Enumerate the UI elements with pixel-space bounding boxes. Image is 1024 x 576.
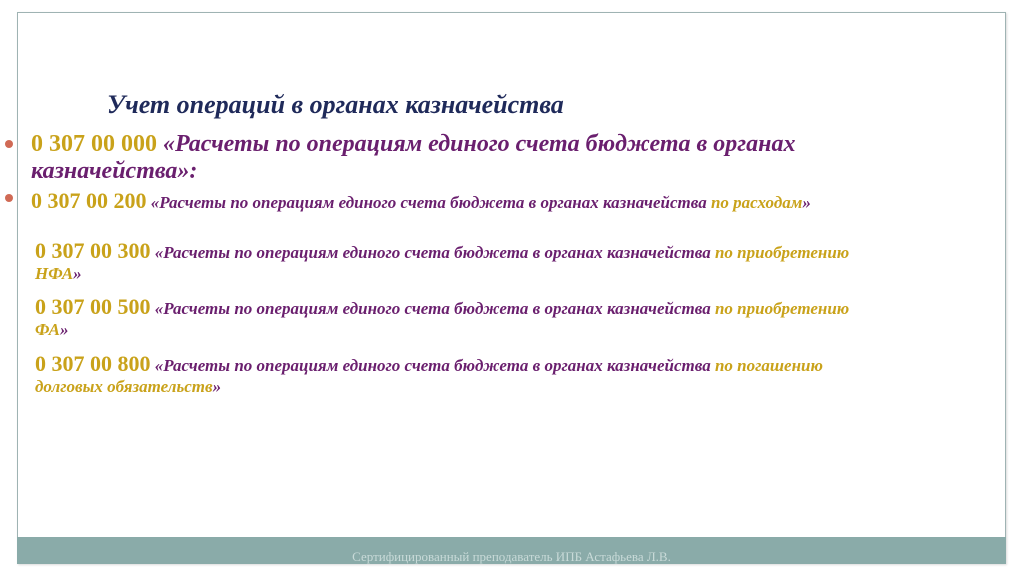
account-close-quote: »: [73, 264, 82, 283]
account-close-quote: »: [802, 193, 811, 212]
bullet-icon: [5, 140, 13, 148]
account-description: «Расчеты по операциям единого счета бюджета в органах казначейства: [154, 243, 711, 262]
bullet-icon: [5, 194, 13, 202]
account-item: [35, 353, 875, 397]
account-code: 0 307 00 300: [35, 238, 151, 263]
account-close-quote: »: [212, 377, 222, 396]
account-close-quote: »: [59, 320, 69, 339]
footer-bar: [17, 537, 1006, 564]
account-item: [35, 240, 875, 284]
account-code: 0 307 00 500: [35, 294, 151, 319]
account-item: [35, 296, 875, 340]
account-description: «Расчеты по операциям единого счета бюджета в органах казначейства: [154, 299, 711, 318]
account-highlight: по приобретению ФА: [35, 299, 850, 339]
account-highlight: по погашению долговых обязательств: [35, 356, 823, 396]
account-code: 0 307 00 800: [35, 351, 151, 376]
account-code: 0 307 00 000: [31, 131, 157, 157]
slide-title: Учет операций в органах казначейства: [107, 90, 564, 119]
account-description: «Расчеты по операциям единого счета бюджета в органах казначейства: [150, 193, 707, 212]
account-description: «Расчеты по операциям единого счета бюджета в органах казначейства»:: [31, 131, 796, 184]
account-code: 0 307 00 200: [31, 188, 147, 213]
account-description: «Расчеты по операциям единого счета бюджета в органах казначейства: [154, 356, 711, 375]
account-item: [31, 190, 871, 213]
account-item-main: [31, 131, 871, 185]
account-highlight: по расходам: [710, 193, 803, 212]
account-highlight: по приобретению НФА: [35, 243, 850, 283]
footer-text: Сертифицированный преподаватель ИПБ Астафьева Л.В.: [352, 549, 671, 564]
